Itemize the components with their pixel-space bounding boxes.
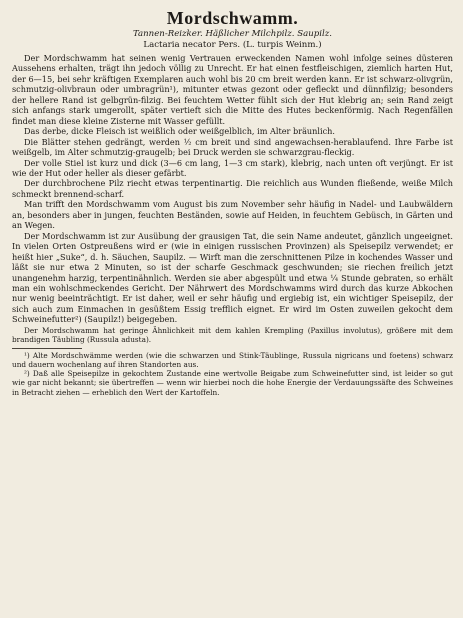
page-title: Mordschwamm.: [166, 8, 299, 28]
footnote-1: ¹) Alte Mordschwämme werden (wie die schwarzen und Stink-Täublinge, Russula nigricans und foetens) schwarz und dauern wochenlang auf ihren Standorten aus.: [12, 350, 453, 369]
paragraph-stem: Der volle Stiel ist kurz und dick (3—6 cm lang, 1—3 cm stark), klebrig, nach unten oft verjüngt. Er ist wie der Hut oder heller als dieser gefärbt.: [12, 157, 453, 178]
paragraph-lookalikes: Der Mordschwamm hat geringe Ähnlichkeit mit dem kahlen Krempling (Paxillus involutus), größere mit dem brandigen Täubling (Russula adusta).: [12, 325, 453, 345]
footnotes: [12, 351, 453, 397]
latin-name: Lactaria necator Pers. (L. turpis Weinm.): [143, 40, 322, 50]
paragraph-description: Der Mordschwamm hat seinen wenig Vertrauen erweckenden Namen wohl infolge seines düsteren Aussehens erhalten, trägt ihn jedoch völlig zu Unrecht. Er hat einen festfleischigen, ziemlich harten Hut, der 6—15, bei sehr kräftigen Exemplaren auch wohl bis 20 cm breit werden kann. Er ist schwarz-olivgrün, schmutzig-olivbraun oder umbragrün¹), mitunter etwas gezont oder gefleckt und dünnfilzig; besonders der hellere Rand ist gelbgrün-filzig. Bei feuchtem Wetter fühlt sich der Hut klebrig an; sein Rand zeigt sich anfangs stark umgerollt, später vertieft sich die Mitte des Hutes beckenförmig. Nach Regenfällen findet man diese kleine Zisterne mit Wasser gefüllt.: [12, 53, 453, 126]
paragraph-flesh: Das derbe, dicke Fleisch ist weißlich oder weißgelblich, im Alter bräunlich.: [24, 126, 335, 137]
paragraph-edibility: Der Mordschwamm ist zur Ausübung der grausigen Tat, die sein Name andeutet, gänzlich ungeeignet. In vielen Orten Ostpreußens wird er (wie in einigen russischen Provinzen) als Speisepilz verwendet; er heißt hier „Suke“, d. h. Säuchen, Saupilz. — Wirft man die zerschnittenen Pilze in kochendes Wasser und läßt sie nur etwa 2 Minuten, so ist der scharfe Geschmack geschwunden; sie riechen freilich jetzt unangenehm harzig, terpentinähnlich. Werden sie aber abgespült und etwa ¼ Stunde gebraten, so erhält man ein wohlschmeckendes Gericht. Der Nährwert des Mordschwamms wird durch das kurze Abkochen nur wenig beeinträchtigt. Er ist daher, weil er sehr häufig und ergiebig ist, ein wichtiger Speisepilz, der sich auch zum Einmachen in gesüßtem Essig trefflich eignet. Er wird im Osten zuweilen gekocht dem Schweinefutter²) (Saupilz!) beigegeben.: [12, 230, 453, 325]
synonyms-line: Tannen-Reizker. Häßlicher Milchpilz. Saupilz.: [132, 29, 333, 39]
footnote-2: ²) Daß alle Speisepilze in gekochtem Zustande eine wertvolle Beigabe zum Schweinefutter sind, ist leider so gut wie gar nicht bekannt; sie übertreffen — wenn wir hierbei noch die hohe Energie der Verdauungssäfte des Schweines in Betracht ziehen — erheblich den Wert der Kartoffeln.: [12, 369, 453, 397]
article-body: [12, 53, 453, 345]
paragraph-habitat: Man trifft den Mordschwamm vom August bis zum November sehr häufig in Nadel- und Laubwäldern an, besonders aber in jungen, feuchten Beständen, sowie auf Heiden, in feuchtem Gebüsch, in Gärten und an Wegen.: [12, 199, 453, 231]
paragraph-gills: Die Blätter stehen gedrängt, werden ½ cm breit und sind angewachsen-herablaufend. Ihre Farbe ist weißgelb, im Alter schmutzig-graugelb; bei Druck werden sie schwarzgrau-fleckig.: [12, 136, 453, 158]
footnote-divider: [12, 348, 82, 349]
paragraph-smell: Der durchbrochene Pilz riecht etwas terpentinartig. Die reichlich aus Wunden fließende, weiße Milch schmeckt brennend-scharf.: [12, 178, 453, 199]
